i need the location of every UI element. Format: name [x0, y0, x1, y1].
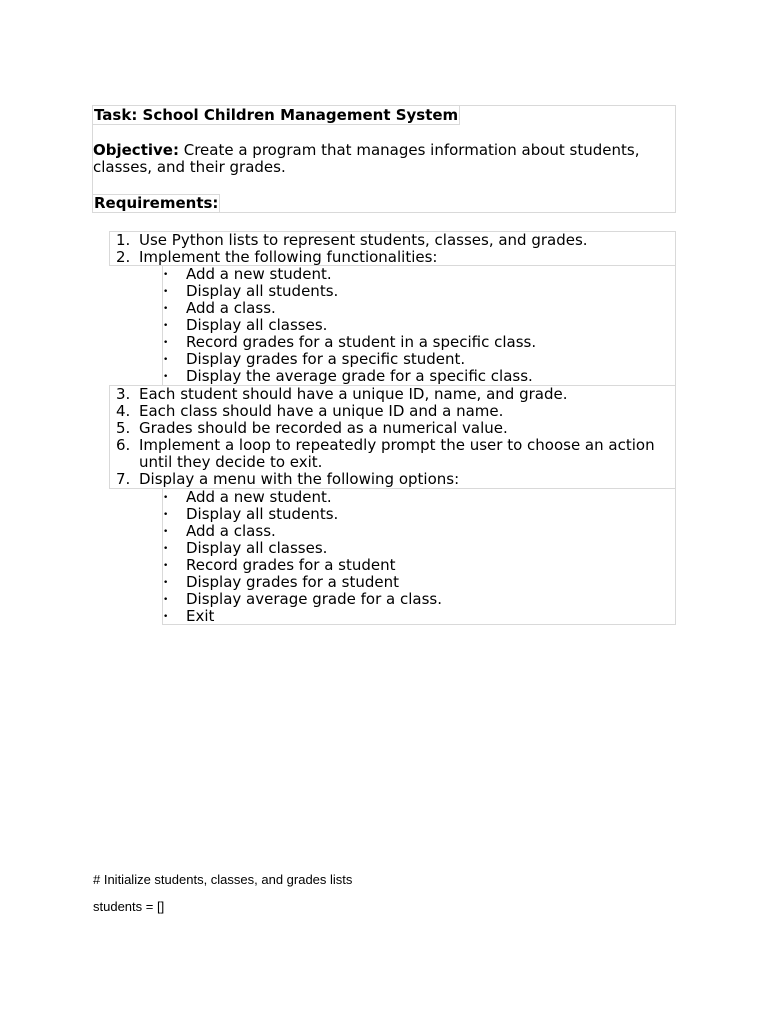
bullet-icon: • [163, 561, 169, 571]
bullet-icon: • [163, 355, 169, 365]
list-item: Implement a loop to repeatedly prompt the user to choose an action [139, 436, 655, 454]
list-item: Add a class. [186, 522, 276, 540]
list-item: Use Python lists to represent students, classes, and grades. [139, 231, 588, 249]
list-item: Display average grade for a class. [186, 590, 442, 608]
bullet-icon: • [163, 510, 169, 520]
bullet-icon: • [163, 321, 169, 331]
requirements-list-part2 [109, 385, 676, 489]
list-item: Display grades for a specific student. [186, 350, 466, 368]
menu-options-list [162, 488, 676, 625]
item-number: 1. [116, 231, 131, 249]
list-item: Display all students. [186, 505, 339, 523]
functionalities-list [162, 265, 676, 386]
list-item: Display all classes. [186, 539, 328, 557]
list-item: Add a new student. [186, 488, 332, 506]
bullet-icon: • [163, 304, 169, 314]
list-item: Display grades for a student [186, 573, 399, 591]
item-number: 6. [116, 436, 131, 454]
item-number: 2. [116, 248, 131, 266]
bullet-icon: • [163, 287, 169, 297]
bullet-icon: • [163, 578, 169, 588]
item-number: 5. [116, 419, 131, 437]
list-item: Record grades for a student [186, 556, 396, 574]
list-item: Display a menu with the following options: [139, 470, 460, 488]
bullet-icon: • [163, 544, 169, 554]
list-item: Each class should have a unique ID and a name. [139, 402, 504, 420]
objective-text-line2: classes, and their grades. [93, 158, 286, 176]
requirements-label: Requirements: [94, 194, 219, 212]
bullet-icon: • [163, 527, 169, 537]
item-number: 4. [116, 402, 131, 420]
objective-paragraph [93, 142, 639, 159]
list-item: Exit [186, 607, 215, 625]
bullet-icon: • [163, 595, 169, 605]
bullet-icon: • [163, 270, 169, 280]
list-item: Implement the following functionalities: [139, 248, 438, 266]
bullet-icon: • [163, 338, 169, 348]
list-item: Display all students. [186, 282, 339, 300]
list-item: Display all classes. [186, 316, 328, 334]
item-number: 3. [116, 385, 131, 403]
objective-label: Objective: [93, 141, 179, 159]
list-item-continuation: until they decide to exit. [139, 453, 323, 471]
task-title: Task: School Children Management System [94, 106, 459, 124]
code-comment: # Initialize students, classes, and grades lists [93, 872, 353, 887]
list-item: Grades should be recorded as a numerical value. [139, 419, 508, 437]
bullet-icon: • [163, 612, 169, 622]
code-line: students = [] [93, 899, 165, 914]
bullet-icon: • [163, 493, 169, 503]
list-item: Add a class. [186, 299, 276, 317]
bullet-icon: • [163, 372, 169, 382]
item-number: 7. [116, 470, 131, 488]
list-item: Add a new student. [186, 265, 332, 283]
requirements-list-part1 [109, 231, 676, 266]
list-item: Display the average grade for a specific class. [186, 367, 533, 385]
objective-text: Create a program that manages information about students, [178, 141, 640, 159]
list-item: Record grades for a student in a specific class. [186, 333, 537, 351]
list-item: Each student should have a unique ID, name, and grade. [139, 385, 568, 403]
